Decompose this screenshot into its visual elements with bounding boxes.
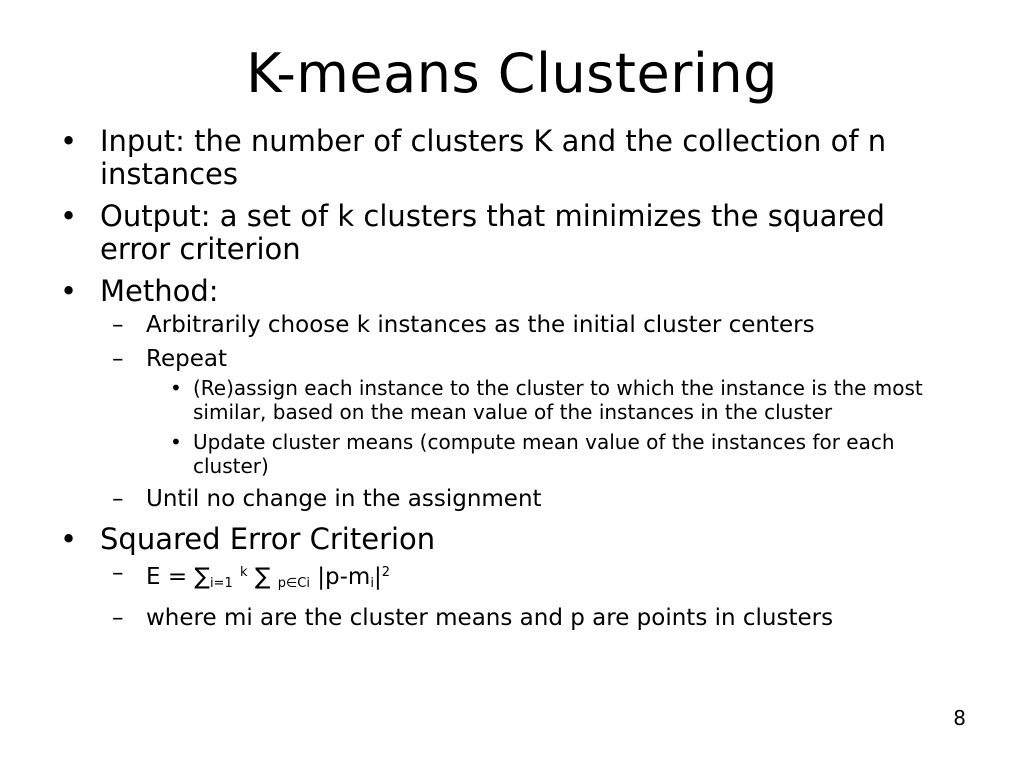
repeat-steps [146,376,960,478]
bullet-text: Output: a set of k clusters that minimizes the squared error criterion [100,199,885,266]
bullet-list [60,125,960,642]
method-steps [100,310,960,514]
bullet-squared-error [60,523,960,633]
dash-marker: – [112,605,124,631]
formula-sum-sup: k [240,565,248,580]
step-text: Arbitrarily choose k instances as the initial cluster centers [146,312,815,338]
method-step-until [100,484,960,514]
criterion-details [100,558,960,633]
step-text: (Re)assign each instance to the cluster to which the instance is the most similar, based on the mean value of the instances in the cluster [193,376,923,424]
error-formula [100,558,960,599]
formula-power: 2 [381,565,390,580]
step-text: Until no change in the assignment [146,486,542,512]
dash-marker: – [112,346,124,372]
method-step-choose [100,310,960,340]
bullet-marker: • [170,430,182,454]
formula-inner-sum: ∑ [247,564,278,590]
formula-inner-sub: p∈Ci [277,576,310,591]
formula-m-sub: i [370,576,374,591]
bullet-marker: • [60,199,78,233]
bullet-marker: • [60,124,78,158]
formula-abs-open: |p-m [309,564,371,590]
formula-explanation [100,603,960,633]
bullet-method [60,275,960,514]
bullet-text: Input: the number of clusters K and the collection of n instances [100,124,887,191]
step-text: Update cluster means (compute mean value of the instances for each cluster) [193,430,895,478]
dash-marker: – [112,560,124,586]
bullet-output [60,200,960,266]
step-text: Repeat [146,346,227,372]
repeat-step-reassign [146,376,960,424]
bullet-marker: • [60,522,78,556]
formula-lhs: E = ∑ [146,564,210,590]
bullet-marker: • [170,376,182,400]
formula-sum-sub: i=1 [209,576,233,591]
bullet-marker: • [60,274,78,308]
step-text: where mi are the cluster means and p are points in clusters [146,605,834,631]
formula-abs-close: | [373,564,382,590]
bullet-text: Method: [100,274,219,308]
method-step-repeat [100,344,960,478]
bullet-text: Squared Error Criterion [100,522,436,556]
dash-marker: – [112,486,124,512]
slide-title: K-means Clustering [246,42,778,105]
bullet-input [60,125,960,191]
page-number: 8 [953,706,966,730]
dash-marker: – [112,312,124,338]
repeat-step-update [146,430,960,478]
